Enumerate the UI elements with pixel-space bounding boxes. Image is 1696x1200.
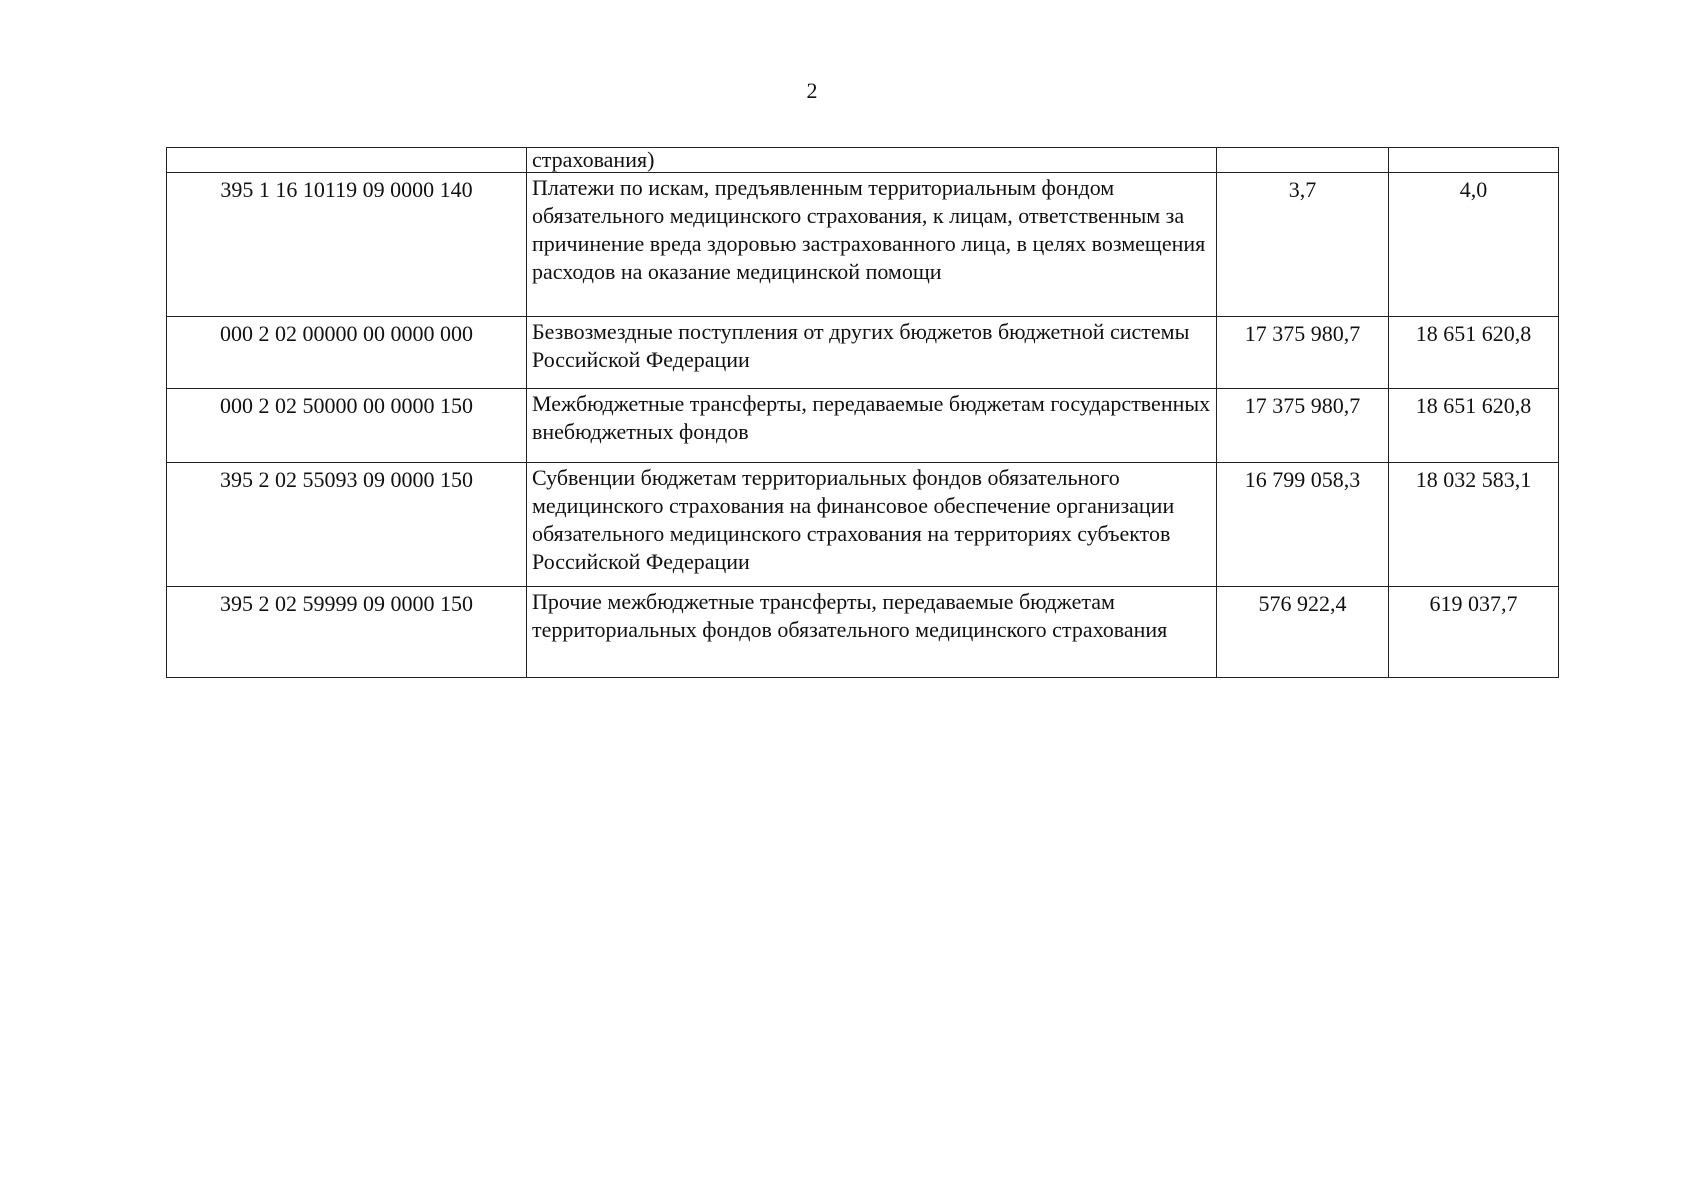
- table-row: [167, 587, 1559, 678]
- cell-value-1: 17 375 980,7: [1217, 317, 1389, 389]
- cell-code: 000 2 02 50000 00 0000 150: [167, 389, 527, 463]
- cell-name: Субвенции бюджетам территориальных фондов обязательного медицинского страхования на финансовое обеспечение организации обязательного медицинского страхования на территориях субъектов Российской Федерации: [527, 463, 1217, 587]
- table-row: [167, 389, 1559, 463]
- table-row: [167, 317, 1559, 389]
- cell-code: [167, 148, 527, 173]
- cell-value-1: 3,7: [1217, 173, 1389, 317]
- cell-code: 000 2 02 00000 00 0000 000: [167, 317, 527, 389]
- cell-value-2: [1389, 148, 1559, 173]
- cell-code: 395 1 16 10119 09 0000 140: [167, 173, 527, 317]
- page-number: 2: [806, 78, 818, 103]
- cell-code: 395 2 02 55093 09 0000 150: [167, 463, 527, 587]
- budget-revenue-table: [166, 147, 1559, 678]
- cell-name: Платежи по искам, предъявленным территориальным фондом обязательного медицинского страхования, к лицам, ответственным за причинение вреда здоровью застрахованного лица, в целях возмещения расходов на оказание медицинской помощи: [527, 173, 1217, 317]
- table-row: [167, 173, 1559, 317]
- table-row-continuation: [167, 148, 1559, 173]
- cell-value-1: [1217, 148, 1389, 173]
- cell-code: 395 2 02 59999 09 0000 150: [167, 587, 527, 678]
- cell-name: страхования): [527, 148, 1217, 173]
- cell-value-1: 17 375 980,7: [1217, 389, 1389, 463]
- cell-value-2: 18 651 620,8: [1389, 317, 1559, 389]
- cell-name: Безвозмездные поступления от других бюджетов бюджетной системы Российской Федерации: [527, 317, 1217, 389]
- cell-name: Межбюджетные трансферты, передаваемые бюджетам государственных внебюджетных фондов: [527, 389, 1217, 463]
- cell-value-2: 18 032 583,1: [1389, 463, 1559, 587]
- cell-value-2: 619 037,7: [1389, 587, 1559, 678]
- cell-value-1: 16 799 058,3: [1217, 463, 1389, 587]
- cell-value-2: 18 651 620,8: [1389, 389, 1559, 463]
- cell-value-2: 4,0: [1389, 173, 1559, 317]
- table-row: [167, 463, 1559, 587]
- cell-name: Прочие межбюджетные трансферты, передаваемые бюджетам территориальных фондов обязательного медицинского страхования: [527, 587, 1217, 678]
- cell-value-1: 576 922,4: [1217, 587, 1389, 678]
